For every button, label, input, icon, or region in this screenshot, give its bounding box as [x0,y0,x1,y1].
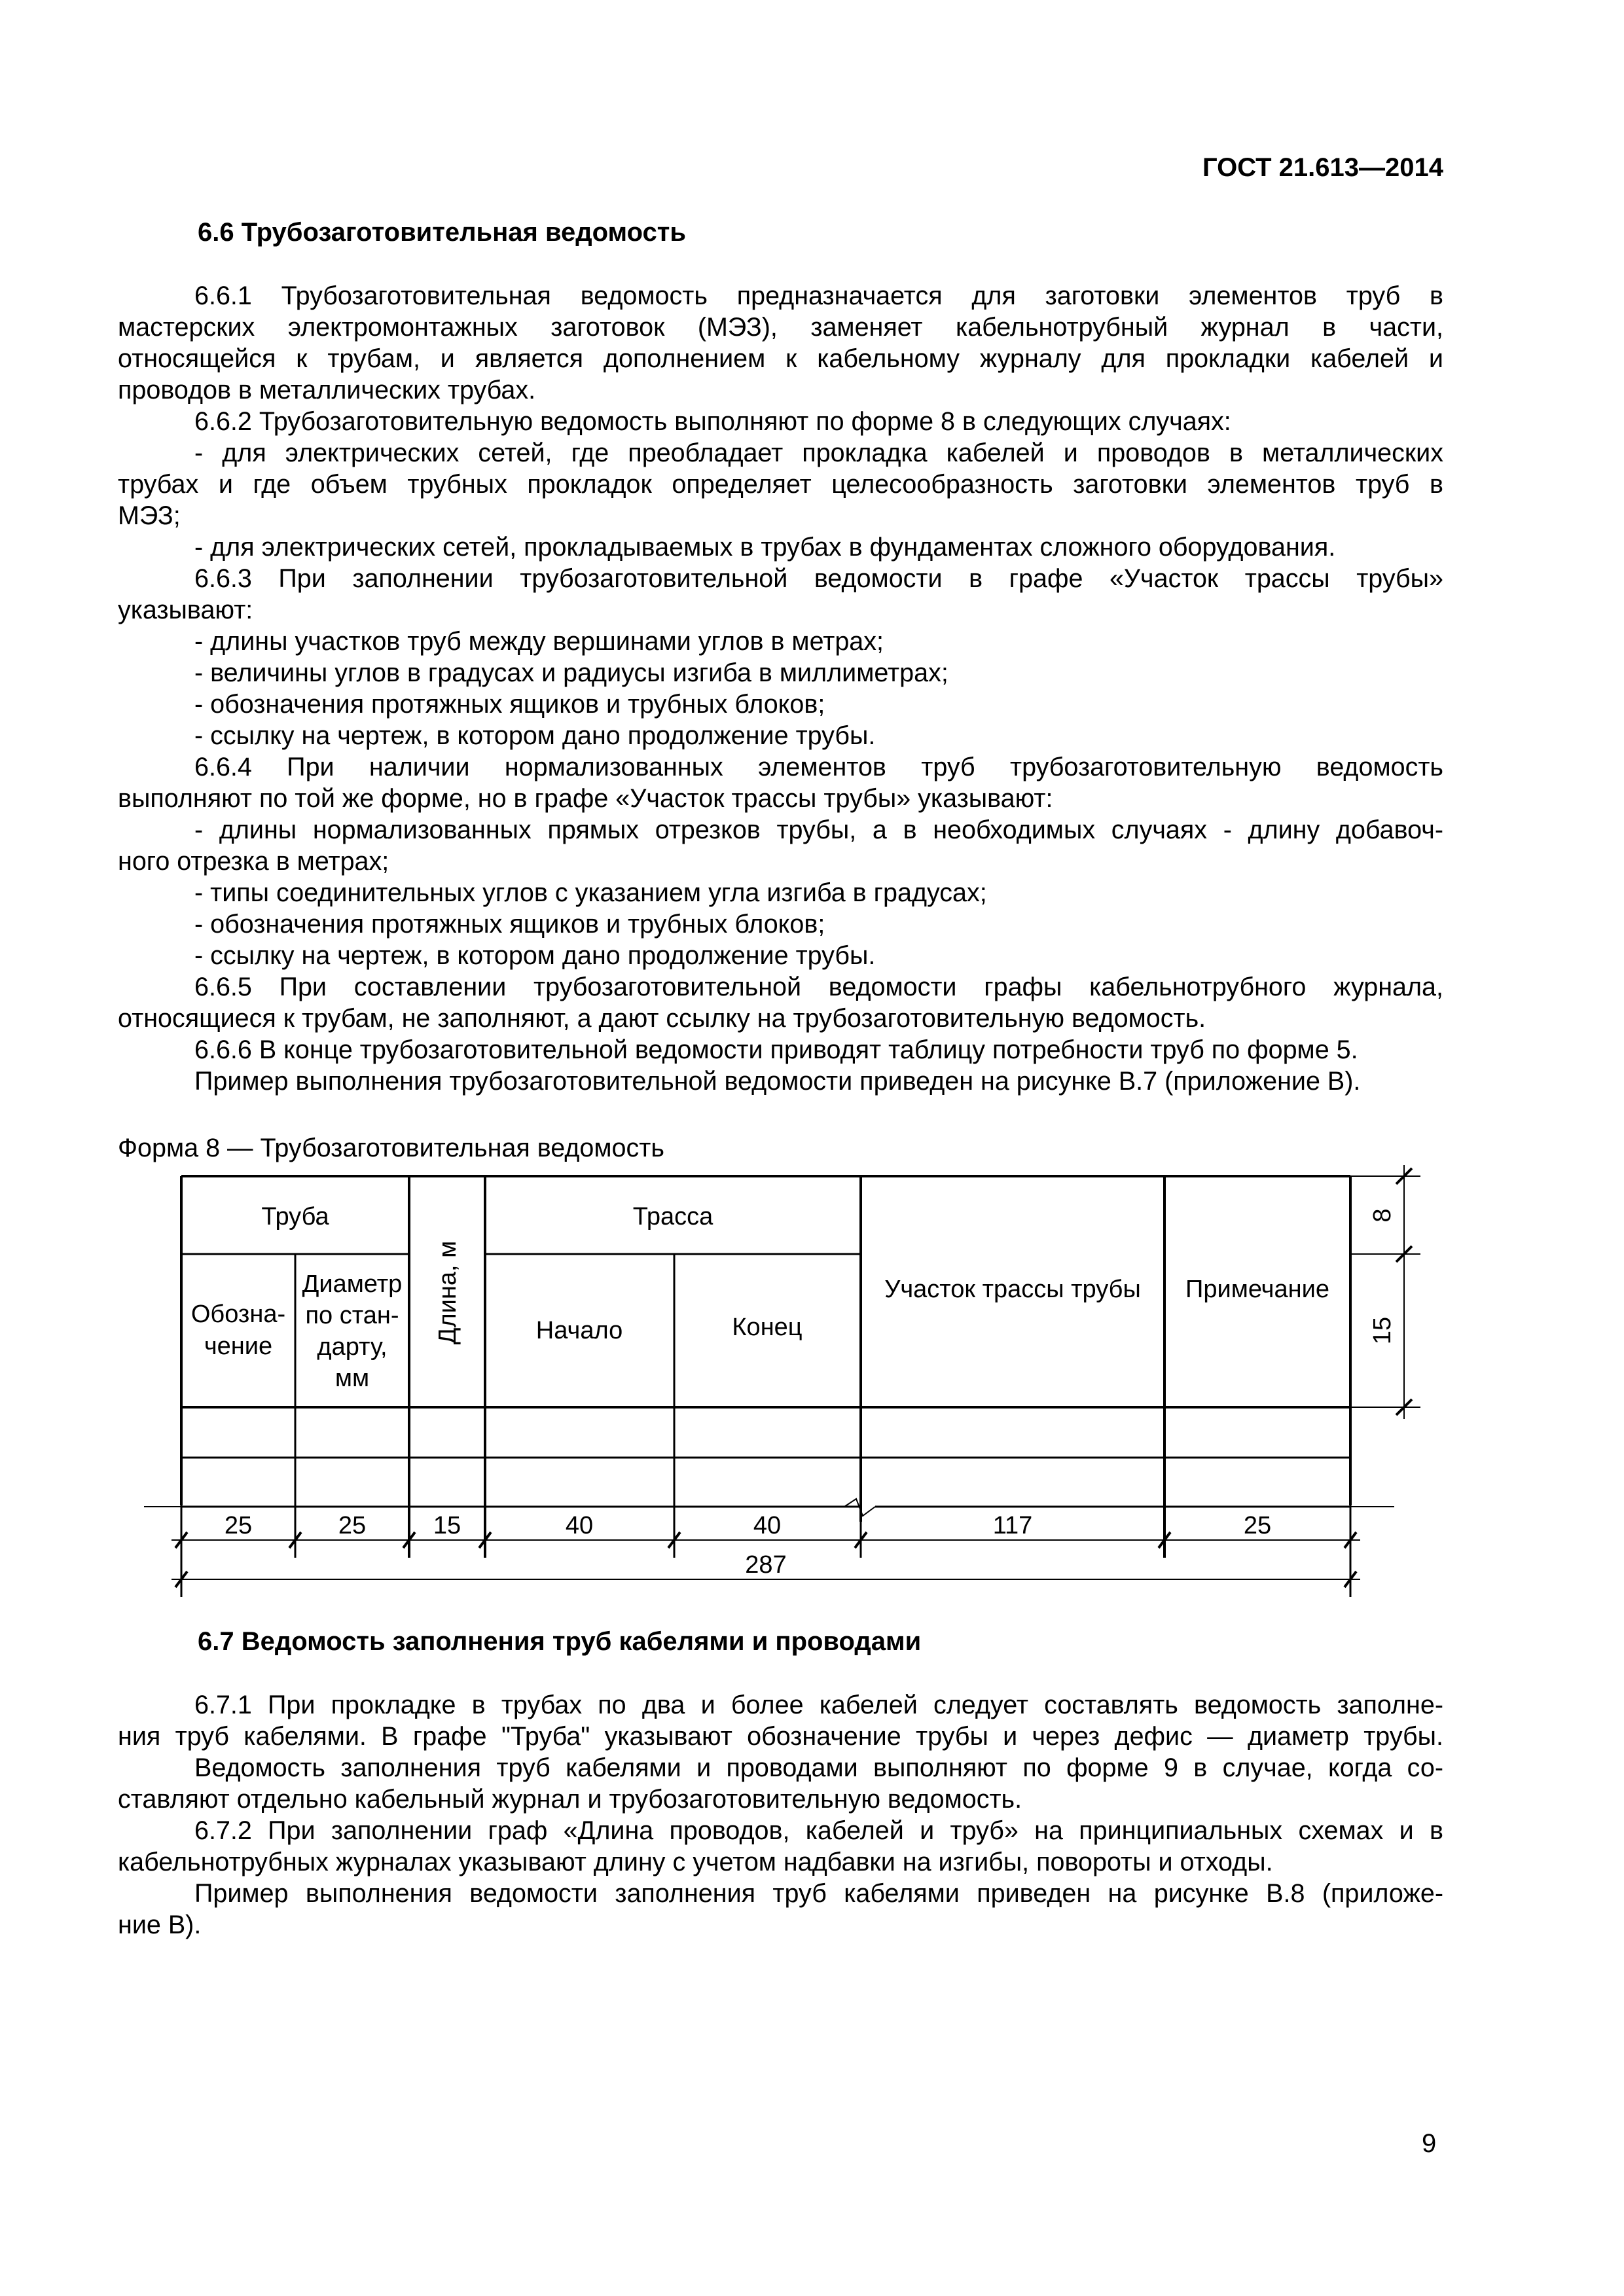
text-line: ние В). [118,1910,202,1939]
paragraph-6-6-6: 6.6.6 В конце трубозаготовительной ведомости приводят таблицу потребности труб по форме 5. [194,1035,1358,1064]
paragraph-form-9 [118,1752,1443,1784]
text-line: относящейся к трубам, и является дополнением к кабельному журналу для прокладки кабелей и [118,344,1443,373]
paragraph-6-7-1 [118,1689,1443,1752]
text-line: 6.6.1 Трубозаготовительная ведомость предназначается для заготовки элементов труб в [194,281,1443,310]
text-line: ния труб кабелями. В графе "Труба" указывают обозначение трубы и через дефис — диаметр трубы. [118,1722,1443,1751]
text-line: мастерских электромонтажных заготовок (МЭЗ), заменяет кабельнотрубный журнал в части, [118,313,1443,342]
dimension-column-width: 25 [338,1512,367,1539]
header-oboznachenie-line: чение [204,1333,273,1360]
header-konec: Конец [732,1314,803,1341]
text-line: Пример выполнения ведомости заполнения труб кабелями приведен на рисунке В.8 (приложе- [194,1879,1443,1908]
text-line: трубах и где объем трубных прокладок определяет целесообразность заготовки элементов труб в [118,470,1443,499]
text-line: ставляют отдельно кабельный журнал и трубозаготовительную ведомость. [118,1785,1022,1814]
text-line: указывают: [118,596,253,624]
header-dlina: Длина, м [434,1240,461,1345]
list-item: - для электрических сетей, прокладываемых в трубах в фундаментах сложного оборудования. [194,533,1336,562]
header-diametr-line: Диаметр [302,1270,403,1298]
text-line: - длины нормализованных прямых отрезков трубы, а в необходимых случаях - длину добавоч- [194,816,1443,844]
header-primechanie: Примечание [1185,1276,1329,1303]
list-item: - ссылку на чертеж, в котором дано продолжение трубы. [194,941,876,970]
page-number: 9 [1422,2129,1437,2158]
text-line: 6.7.2 При заполнении граф «Длина проводов, кабелей и труб» на принципиальных схемах и в [194,1816,1443,1845]
text-line: 6.6.5 При составлении трубозаготовительной ведомости графы кабельнотрубного журнала, [194,973,1443,1001]
text-line: проводов в металлических трубах. [118,376,536,404]
header-nachalo: Начало [535,1317,623,1344]
text-line: кабельнотрубных журналах указывают длину с учетом надбавки на изгибы, повороты и отходы. [118,1848,1273,1876]
dimension-row-height: 8 [1369,1208,1396,1223]
header-diametr-line: дарту, [317,1333,388,1361]
text-line: Ведомость заполнения труб кабелями и проводами выполняют по форме 9 в случае, когда со- [194,1753,1443,1782]
paragraph-example-b8 [118,1878,1443,1909]
header-uchastok: Участок трассы трубы [884,1276,1141,1303]
list-item: - длины участков труб между вершинами углов в метрах; [194,627,884,656]
header-diametr-line: мм [334,1365,370,1392]
list-item: - обозначения протяжных ящиков и трубных блоков; [194,690,825,719]
header-diametr-line: по стан- [305,1302,399,1329]
paragraph-example-b7: Пример выполнения трубозаготовительной ведомости приведен на рисунке В.7 (приложение В). [194,1067,1361,1096]
text-line: относящиеся к трубам, не заполняют, а дают ссылку на трубозаготовительную ведомость. [118,1004,1206,1033]
dimension-column-width: 40 [753,1512,782,1539]
dimension-column-width: 15 [433,1512,461,1539]
document-code: ГОСТ 21.613—2014 [1202,153,1443,182]
text-line: ного отрезка в метрах; [118,847,389,876]
dimension-column-width: 25 [1243,1512,1272,1539]
paragraph-6-6-2: 6.6.2 Трубозаготовительную ведомость выполняют по форме 8 в следующих случаях: [194,407,1231,436]
header-oboznachenie-line: Обозна- [190,1300,286,1328]
text-line: - для электрических сетей, где преобладает прокладка кабелей и проводов в металлических [194,439,1443,467]
list-item: - обозначения протяжных ящиков и трубных блоков; [194,910,825,939]
dimension-column-width: 40 [565,1512,594,1539]
text-line: 6.6.4 При наличии нормализованных элементов труб трубозаготовительную ведомость [194,753,1443,781]
text-line: 6.7.1 При прокладке в трубах по два и более кабелей следует составлять ведомость заполне- [194,1691,1443,1719]
text-line: 6.6.3 При заполнении трубозаготовительной ведомости в графе «Участок трассы трубы» [194,564,1443,593]
section-6-7-title: 6.7 Ведомость заполнения труб кабелями и проводами [198,1627,922,1656]
form-8-caption: Форма 8 — Трубозаготовительная ведомость [118,1134,664,1162]
dimension-column-width: 25 [224,1512,253,1539]
text-line: выполняют по той же форме, но в графе «Участок трассы трубы» указывают: [118,784,1053,813]
list-item: - ссылку на чертеж, в котором дано продолжение трубы. [194,721,876,750]
header-truba: Труба [261,1203,329,1230]
header-trassa: Трасса [632,1203,713,1230]
section-6-6-title: 6.6 Трубозаготовительная ведомость [198,218,686,247]
list-item: - величины углов в градусах и радиусы изгиба в миллиметрах; [194,658,948,687]
dimension-row-height: 15 [1369,1316,1396,1345]
list-item: - типы соединительных углов с указанием угла изгиба в градусах; [194,878,987,907]
paragraph-6-7-2 [118,1815,1443,1846]
dimension-column-width: 117 [992,1512,1033,1539]
dimension-total-width: 287 [745,1551,787,1579]
text-line: МЭЗ; [118,501,181,530]
